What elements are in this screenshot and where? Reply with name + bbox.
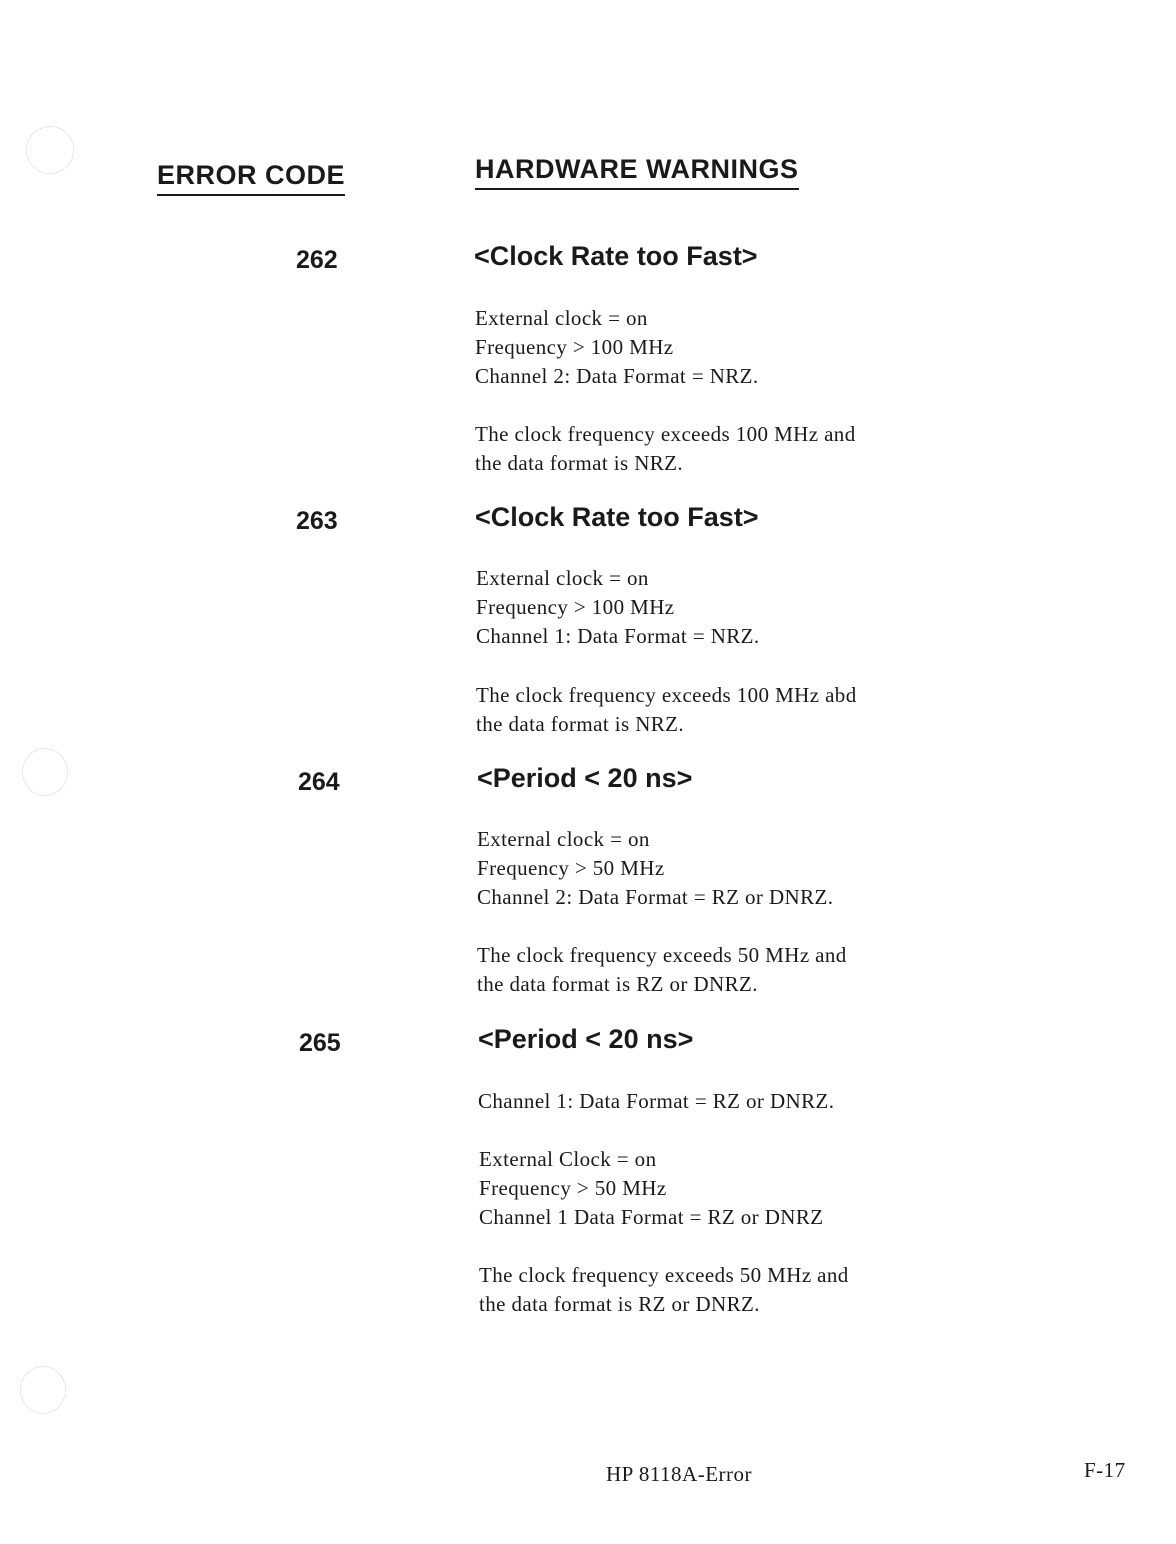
warning-conditions-263 (476, 564, 760, 651)
description-line: the data format is RZ or DNRZ. (477, 972, 758, 996)
condition-line: Channel 2: Data Format = NRZ. (475, 364, 759, 388)
condition-line: Frequency > 100 MHz (476, 595, 675, 619)
description-line: the data format is NRZ. (475, 451, 684, 475)
warning-description-264 (477, 941, 847, 999)
description-line: the data format is RZ or DNRZ. (479, 1292, 760, 1316)
warning-description-265 (479, 1261, 849, 1319)
warning-title-262: <Clock Rate too Fast> (474, 241, 758, 271)
warning-conditions-262 (475, 304, 759, 391)
warning-conditions-264 (477, 825, 833, 912)
condition-line: Frequency > 100 MHz (475, 335, 674, 359)
warning-description-262 (475, 420, 856, 478)
description-line: The clock frequency exceeds 100 MHz and (475, 422, 856, 446)
hardware-warnings-header: HARDWARE WARNINGS (475, 154, 799, 190)
condition-line: Frequency > 50 MHz (479, 1176, 667, 1200)
error-code-265: 265 (299, 1029, 341, 1057)
warning-conditions-265 (479, 1145, 823, 1232)
footer-page-number: F-17 (1084, 1458, 1126, 1482)
warning-title-263: <Clock Rate too Fast> (475, 502, 759, 532)
condition-line: External clock = on (475, 306, 648, 330)
punch-hole-mark (26, 126, 74, 174)
warning-title-264: <Period < 20 ns> (477, 763, 693, 793)
condition-line: Frequency > 50 MHz (477, 856, 665, 880)
punch-hole-mark (22, 748, 68, 796)
condition-line: External clock = on (477, 827, 650, 851)
footer-document-title: HP 8118A-Error (606, 1462, 753, 1486)
description-line: The clock frequency exceeds 50 MHz and (479, 1263, 849, 1287)
error-code-header: ERROR CODE (157, 160, 345, 196)
warning-title-265: <Period < 20 ns> (478, 1024, 694, 1054)
condition-line: External Clock = on (479, 1147, 657, 1171)
warning-intro-265 (478, 1087, 834, 1116)
condition-line: Channel 2: Data Format = RZ or DNRZ. (477, 885, 834, 909)
description-line: The clock frequency exceeds 100 MHz abd (476, 683, 857, 707)
error-code-263: 263 (296, 507, 338, 535)
description-line: The clock frequency exceeds 50 MHz and (477, 943, 847, 967)
error-code-262: 262 (296, 246, 338, 274)
error-code-264: 264 (298, 768, 340, 796)
warning-description-263 (476, 681, 857, 739)
punch-hole-mark (20, 1366, 66, 1414)
condition-line: External clock = on (476, 566, 649, 590)
condition-line: Channel 1 Data Format = RZ or DNRZ (479, 1205, 824, 1229)
condition-line: Channel 1: Data Format = NRZ. (476, 624, 760, 648)
intro-line: Channel 1: Data Format = RZ or DNRZ. (478, 1089, 835, 1113)
description-line: the data format is NRZ. (476, 712, 685, 736)
